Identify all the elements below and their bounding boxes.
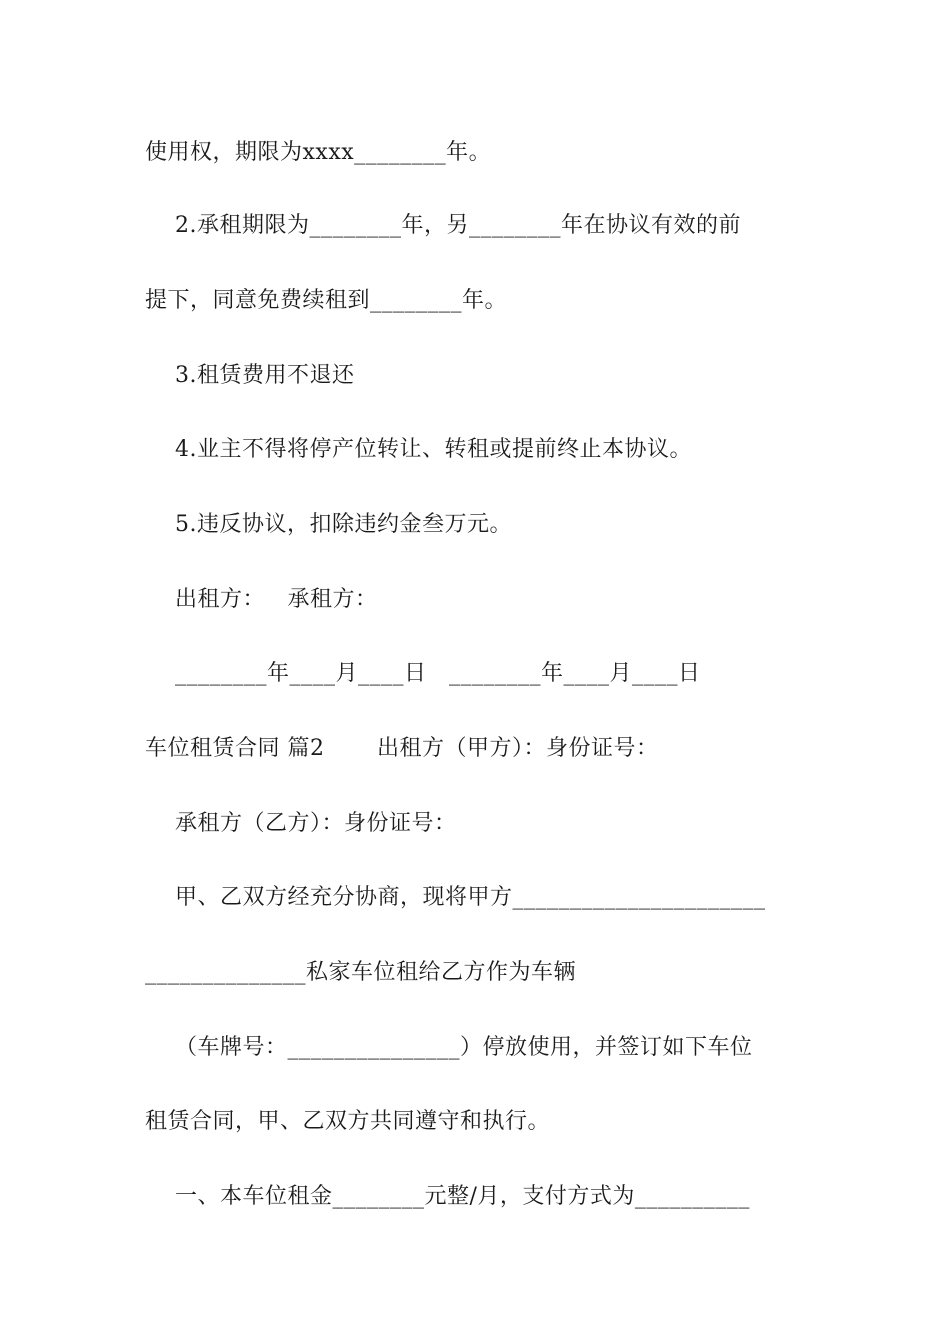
text-line: ______________私家车位租给乙方作为车辆: [145, 960, 577, 985]
text-line: 一、本车位租金________元整/月，支付方式为__________: [145, 1184, 750, 1209]
text-line: 甲、乙双方经充分协商，现将甲方______________________: [145, 885, 766, 910]
signature-date-line: ________年____月____日 ________年____月____日: [145, 661, 701, 686]
text-line: 承租方（乙方）：身份证号：: [145, 811, 457, 836]
text-line: 5.违反协议，扣除违约金叁万元。: [145, 512, 512, 537]
text-line: 2.承租期限为________年，另________年在协议有效的前: [145, 213, 741, 238]
text-line: 提下，同意免费续租到________年。: [145, 288, 508, 313]
text-line: 使用权，期限为xxxx________年。: [145, 140, 492, 165]
text-line: 3.租赁费用不退还: [145, 363, 355, 388]
text-line: 出租方： 承租方：: [145, 587, 378, 612]
text-line: 4.业主不得将停产位转让、转租或提前终止本协议。: [145, 437, 692, 462]
text-line: 租赁合同，甲、乙双方共同遵守和执行。: [145, 1109, 551, 1134]
text-line: （车牌号：_______________）停放使用，并签订如下车位: [145, 1035, 753, 1060]
section-heading-line: 车位租赁合同 篇2 出租方（甲方）：身份证号：: [145, 736, 659, 761]
